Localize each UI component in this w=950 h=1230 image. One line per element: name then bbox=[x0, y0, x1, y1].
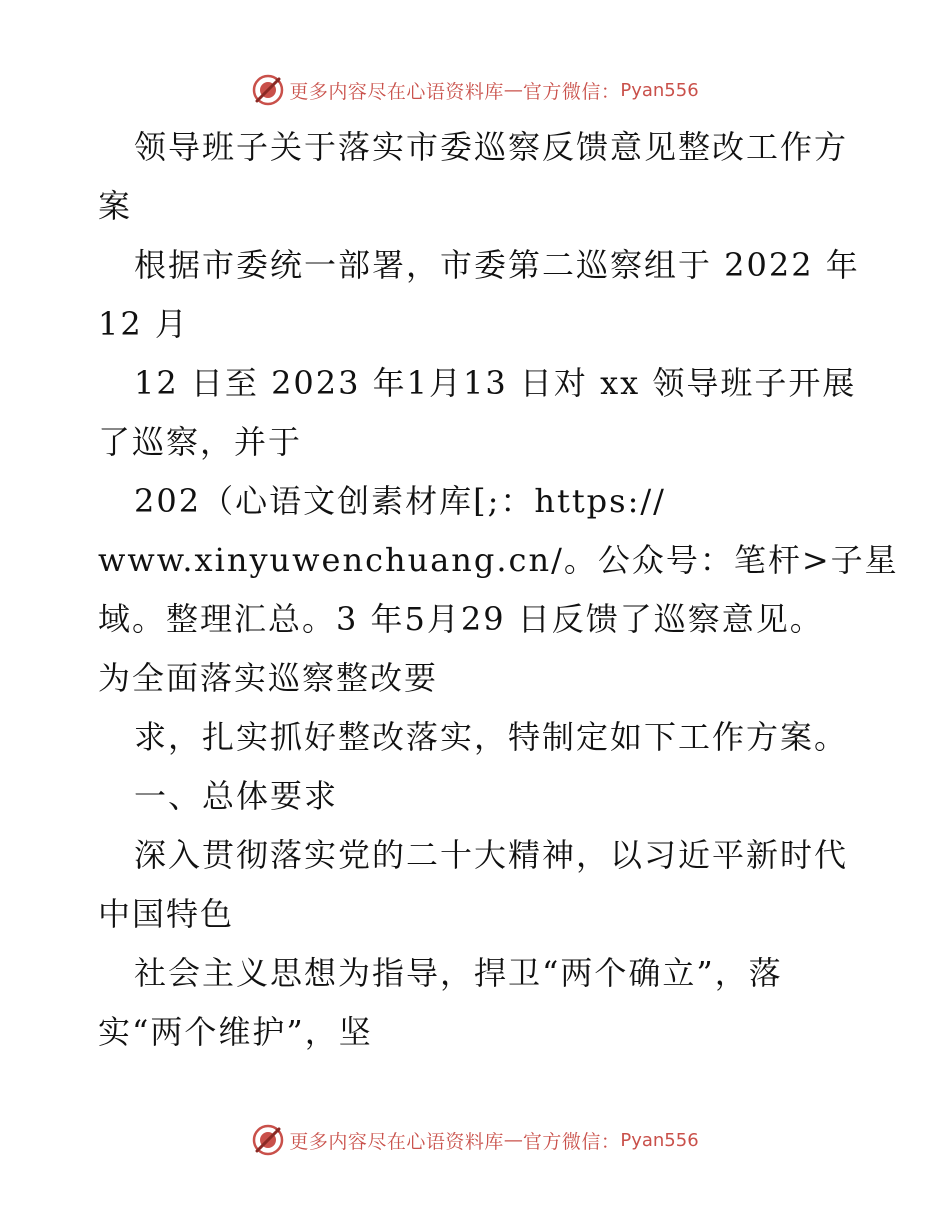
header-watermark-banner bbox=[0, 70, 950, 110]
banner-wechat-id: Pyan556 bbox=[620, 1129, 699, 1151]
section-heading: 一、总体要求 bbox=[134, 777, 339, 815]
paragraph-line: 12 日至 2023 年1月13 日对 xx 领导班子开展 bbox=[134, 364, 857, 402]
paragraph-line: 202（心语文创素材库[;：https:// bbox=[134, 482, 666, 520]
paragraph-line: 社会主义思想为指导，捍卫“两个确立”，落 bbox=[134, 954, 783, 992]
footer-watermark-banner bbox=[0, 1120, 950, 1160]
paragraph-line: 根据市委统一部署，市委第二巡察组于 2022 年 bbox=[134, 246, 860, 284]
document-title-line-2: 案 bbox=[98, 187, 133, 225]
paragraph-line: 域。整理汇总。3 年5月29 日反馈了巡察意见。 bbox=[98, 600, 824, 638]
banner-separator: — bbox=[503, 79, 523, 101]
paragraph-line: 了巡察，并于 bbox=[98, 423, 303, 461]
pen-circle-logo-icon bbox=[251, 73, 285, 107]
banner-wechat-label: 官方微信： bbox=[522, 1130, 621, 1153]
paragraph-line: 为全面落实巡察整改要 bbox=[98, 659, 439, 697]
paragraph-line: 中国特色 bbox=[98, 895, 235, 933]
banner-wechat-id: Pyan556 bbox=[620, 79, 699, 101]
banner-site-text: 更多内容尽在心语资料库 bbox=[289, 80, 504, 103]
paragraph-line: 深入贯彻落实党的二十大精神，以习近平新时代 bbox=[134, 836, 849, 874]
document-title-line-1: 领导班子关于落实市委巡察反馈意见整改工作方 bbox=[134, 128, 849, 166]
banner-wechat-label: 官方微信： bbox=[522, 80, 621, 103]
banner-separator: — bbox=[503, 1129, 523, 1151]
paragraph-line: 实“两个维护”，坚 bbox=[98, 1013, 373, 1051]
banner-site-text: 更多内容尽在心语资料库 bbox=[289, 1130, 504, 1153]
document-body bbox=[98, 118, 899, 1062]
paragraph-line: www.xinyuwenchuang.cn/。公众号：笔杆>子星 bbox=[98, 541, 899, 579]
paragraph-line: 12 月 bbox=[98, 305, 189, 343]
paragraph-line: 求，扎实抓好整改落实，特制定如下工作方案。 bbox=[134, 718, 849, 756]
pen-circle-logo-icon bbox=[251, 1123, 285, 1157]
